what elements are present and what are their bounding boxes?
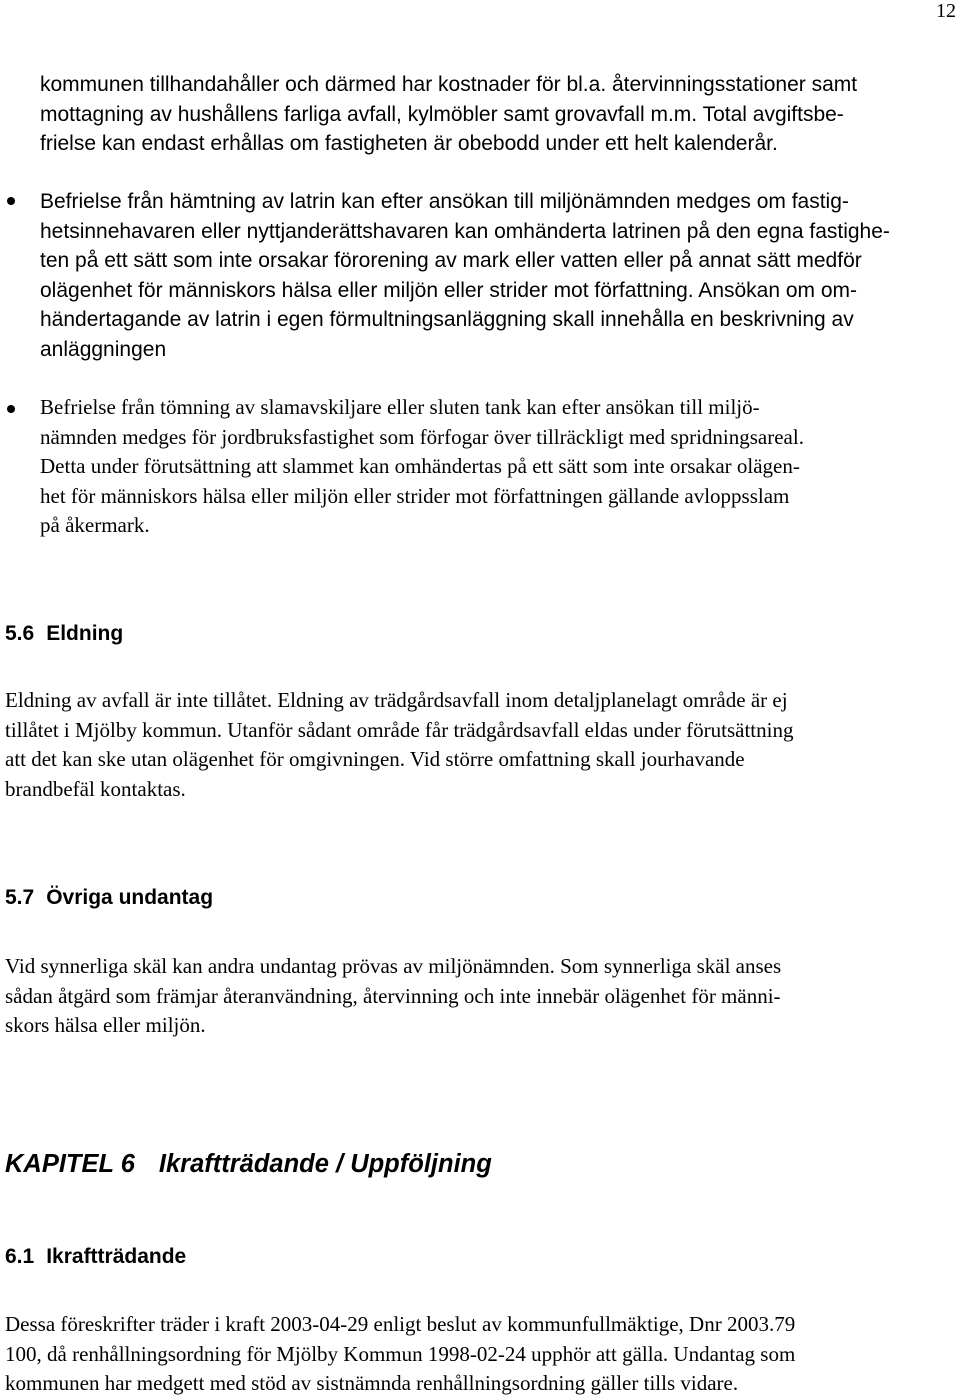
text-line: på åkermark. — [40, 513, 150, 537]
text-line: olägenhet för människors hälsa eller miljön eller strider mot författning. Ansökan om om- — [40, 278, 858, 302]
intro-paragraph — [40, 70, 857, 159]
bullet-item-slamavskiljare — [40, 393, 804, 541]
bullet-item-latrin — [40, 187, 890, 364]
text-line: sådan åtgärd som främjar återanvändning, återvinning och inte innebär olägenhet för männi- — [5, 983, 781, 1008]
section-title: Övriga undantag — [46, 886, 214, 909]
text-line: Dessa föreskrifter träder i kraft 2003-04-29 enligt beslut av kommunfullmäktige, Dnr 2003.79 — [5, 1312, 796, 1336]
text-line: hetsinnehavaren eller nyttjanderättshavaren kan omhänderta latrinen på den egna fastighe- — [40, 219, 890, 243]
section-5-7-paragraph — [5, 952, 781, 1041]
section-heading-5-6 — [5, 622, 123, 646]
section-number: 5.6 — [5, 622, 35, 645]
text-line: Eldning av avfall är inte tillåtet. Eldning av trädgårdsavfall inom detaljplanelagt område är ej — [5, 688, 788, 712]
chapter-label: KAPITEL 6 — [5, 1150, 135, 1178]
text-line: Befrielse från tömning av slamavskiljare eller sluten tank kan efter ansökan till miljö- — [40, 395, 760, 419]
text-line: Befrielse från hämtning av latrin kan efter ansökan till miljönämnden medges om fastig- — [40, 190, 849, 213]
text-line: ten på ett sätt som inte orsakar förorening av mark eller vatten eller på annat sätt medför — [40, 249, 862, 272]
section-5-6-paragraph — [5, 686, 793, 804]
text-line: händertagande av latrin i egen förmultningsanläggning skall innehålla en beskrivning av — [40, 308, 854, 331]
text-line: kommunen tillhandahåller och därmed har kostnader för bl.a. återvinningsstationer samt — [40, 73, 858, 96]
text-line: mottagning av hushållens farliga avfall, kylmöbler samt grovavfall m.m. Total avgiftsbe- — [40, 102, 844, 126]
text-line: Detta under förutsättning att slammet kan omhändertas på ett sätt som inte orsakar olägen- — [40, 454, 800, 478]
section-6-1-paragraph — [5, 1310, 795, 1399]
chapter-title: Ikraftträdande / Uppföljning — [158, 1150, 492, 1178]
text-line: anläggningen — [40, 337, 167, 361]
text-line: frielse kan endast erhållas om fastigheten är obebodd under ett helt kalenderår. — [40, 132, 778, 155]
text-line: 100, då renhållningsordning för Mjölby Kommun 1998-02-24 upphör att gälla. Undantag som — [5, 1341, 796, 1366]
section-title: Eldning — [46, 622, 124, 645]
text-line: het för människors hälsa eller miljön eller strider mot författningen gällande avloppsslam — [40, 483, 790, 508]
chapter-heading — [5, 1150, 492, 1179]
text-line: kommunen har medgett med stöd av sistnämnda renhållningsordning gäller tills vidare. — [5, 1371, 739, 1395]
page-number: 12 — [936, 0, 956, 22]
text-line: att det kan ske utan olägenhet för omgivningen. Vid större omfattning skall jourhavande — [5, 747, 745, 771]
section-heading-5-7 — [5, 886, 213, 910]
bullet-icon — [7, 405, 15, 413]
bullet-icon — [7, 197, 15, 205]
text-line: skors hälsa eller miljön. — [5, 1013, 206, 1037]
text-line: brandbefäl kontaktas. — [5, 776, 186, 801]
text-line: Vid synnerliga skäl kan andra undantag prövas av miljönämnden. Som synnerliga skäl anses — [5, 954, 782, 978]
section-heading-6-1 — [5, 1245, 186, 1269]
text-line: nämnden medges för jordbruksfastighet som förfogar över tillräckligt med spridningsareal. — [40, 424, 804, 449]
section-title: Ikraftträdande — [46, 1245, 187, 1268]
section-number: 6.1 — [5, 1245, 35, 1268]
section-number: 5.7 — [5, 886, 35, 909]
text-line: tillåtet i Mjölby kommun. Utanför sådant område får trädgårdsavfall eldas under förutsättning — [5, 717, 794, 742]
